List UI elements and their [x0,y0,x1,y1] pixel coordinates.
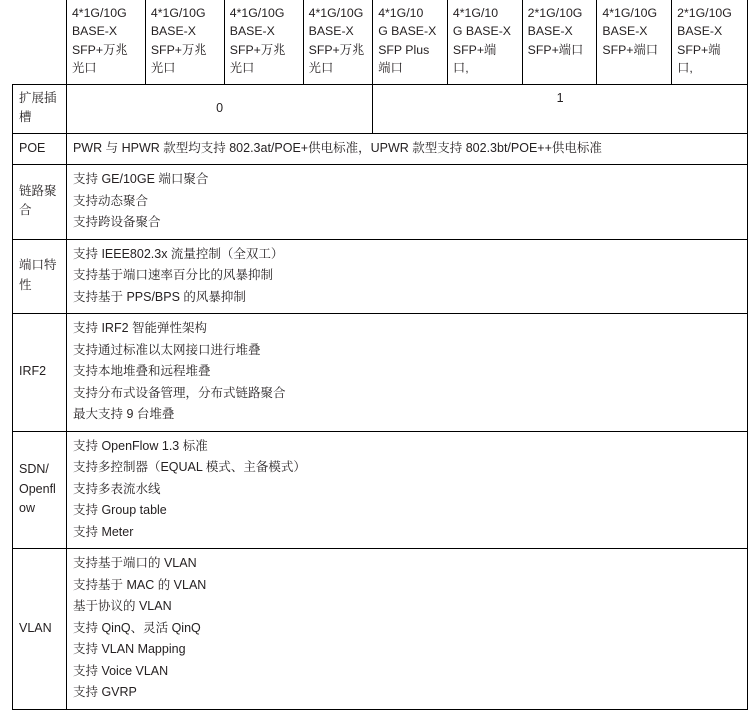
row-label-port-features [13,239,67,314]
label-line: SDN/ [19,462,49,477]
port-line: SFP+万兆 [150,42,207,57]
value-line: 最大支持 9 台堆叠 [72,407,175,421]
port-cell [303,0,373,84]
value-line: 支持基于 PPS/BPS 的风暴抑制 [72,289,246,304]
port-line: 端口 [378,61,403,76]
port-line: 4*1G/10G [150,6,206,20]
port-cell [66,0,145,84]
port-line: BASE-X [527,24,573,39]
port-line: 2*1G/10G [677,6,732,20]
label-line: Openfl [19,481,56,496]
value-line: 支持跨设备聚合 [72,215,161,229]
port-line: SFP+万兆 [71,42,128,57]
table-row-vlan [13,549,748,710]
label-line: 性 [19,277,32,292]
table-row-sdn-openflow [13,431,748,549]
port-line: 4*1G/10G [229,6,285,20]
value-line: 支持多控制器（EQUAL 模式、主备模式） [72,460,306,474]
value-line: 支持 Voice VLAN [72,663,169,678]
label-line: ow [19,500,35,515]
expansion-slot-left-value: 0 [66,84,372,133]
port-line: 口, [677,61,693,76]
port-line: SFP+端口 [602,42,659,57]
port-line: 4*1G/10 [378,6,424,20]
port-line: BASE-X [71,24,118,39]
port-line: 口, [452,61,469,76]
port-line: SFP+端 [452,42,497,57]
port-line: BASE-X [602,24,648,39]
ports-empty-cell [13,0,67,84]
port-line: BASE-X [677,24,723,39]
value-line: 支持通过标准以太网接口进行堆叠 [72,342,261,357]
poe-value [66,133,747,165]
row-label-vlan [13,549,67,710]
port-line: SFP+万兆 [229,42,286,57]
label-line: 端口特 [19,258,57,273]
label-line: IRF2 [19,364,47,379]
value-line: 支持本地堆叠和远程堆叠 [72,364,211,378]
value-line: 支持多表流水线 [72,481,161,496]
port-line: SFP+万兆 [308,42,365,57]
table-row-port-features [13,239,748,314]
label-line: 槽 [19,110,32,125]
port-cell [672,0,748,84]
port-cell [522,0,597,84]
row-label-sdn-openflow [13,431,67,549]
specification-table [12,0,748,710]
value-line: 基于协议的 VLAN [72,599,172,613]
table-row-link-aggregation [13,165,748,240]
port-cell [224,0,303,84]
table-row-irf2 [13,314,748,432]
row-label-expansion-slot [13,84,67,133]
port-line: 4*1G/10 [452,6,499,20]
row-label-poe [13,133,67,165]
port-line: 4*1G/10G [71,6,127,20]
value-line: 支持 IRF2 智能弹性架构 [72,321,208,335]
port-line: 光口 [229,61,255,76]
label-line: 合 [19,203,32,218]
value-line: 支持 GVRP [72,685,137,699]
value-line: 支持 IEEE802.3x 流量控制（全双工） [72,246,284,261]
port-line: 4*1G/10G [602,6,658,20]
label-line: VLAN [19,620,52,635]
port-line: 光口 [71,61,97,76]
port-cell [373,0,448,84]
port-line: BASE-X [308,24,354,39]
table-row-ports [13,0,748,84]
port-line: BASE-X [150,24,196,39]
value-line: 支持 Meter [72,524,134,539]
value-line: PWR 与 HPWR 款型均支持 802.3at/POE+供电标准，UPWR 款型支持 802.3bt/POE++供电标准 [72,140,602,155]
port-line: G BASE-X [378,24,437,39]
expansion-slot-right-value: 1 [373,84,748,133]
value-line: 支持 Group table [72,503,167,517]
label-line: 链路聚 [19,183,57,198]
value-line: 支持 VLAN Mapping [72,642,186,656]
port-line: 光口 [150,61,176,76]
port-line: SFP+端口 [527,42,584,57]
value-line: 支持 GE/10GE 端口聚合 [72,172,209,186]
table-row-poe [13,133,748,165]
irf2-value [66,314,747,432]
link-aggregation-value [66,165,747,240]
port-line: 光口 [308,61,334,76]
row-label-link-aggregation [13,165,67,240]
port-features-value [66,239,747,314]
port-line: 4*1G/10G [308,6,364,20]
value-line: 支持 QinQ、灵活 QinQ [72,620,201,635]
port-line: 2*1G/10G [527,6,583,20]
vlan-value [66,549,747,710]
value-line: 支持基于端口的 VLAN [72,556,197,570]
label-line: 扩展插 [19,90,57,105]
value-line: 支持基于 MAC 的 VLAN [72,577,207,592]
port-line: SFP Plus [378,42,430,57]
sdn-openflow-value [66,431,747,549]
row-label-irf2 [13,314,67,432]
port-cell [447,0,522,84]
port-line: BASE-X [229,24,275,39]
value-line: 支持分布式设备管理，分布式链路聚合 [72,385,286,400]
value-line: 支持基于端口速率百分比的风暴抑制 [72,268,273,282]
value-line: 支持 OpenFlow 1.3 标准 [72,438,208,453]
port-line: SFP+端 [677,42,721,57]
value-line: 支持动态聚合 [72,193,148,208]
port-cell [145,0,224,84]
label-line: POE [19,140,46,155]
table-row-expansion-slot [13,84,748,133]
port-line: G BASE-X [452,24,512,39]
port-cell [597,0,672,84]
